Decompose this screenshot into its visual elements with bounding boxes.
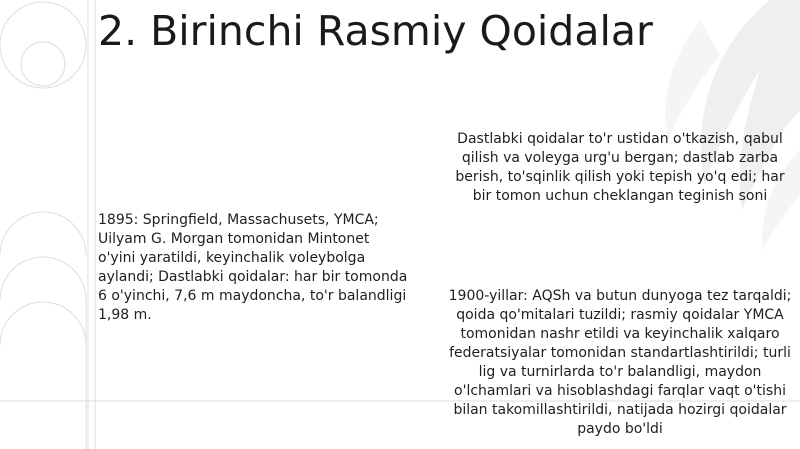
decor-arc xyxy=(0,257,86,449)
decor-arc xyxy=(0,302,86,345)
decor-arc xyxy=(0,212,86,255)
text-block-history: 1895: Springfield, Massachusets, YMCA; Uilyam G. Morgan tomonidan Mintonet o'yini yaratildi, keyinchalik voleybolga aylandi; Dastlabki qoidalar: har bir tomonda 6 o'yinchi, 7,6 m maydoncha, to'r balandligi 1,98 m. xyxy=(98,212,408,323)
slide-title: 2. Birinchi Rasmiy Qoidalar xyxy=(98,7,653,55)
decor-circle xyxy=(21,42,65,86)
text-block-early-rules: Dastlabki qoidalar to'r ustidan o'tkazish, qabul qilish va voleyga urg'u bergan; dastlab zarba berish, to'sqinlik qilish yoki tepish yo'q edi; har bir tomon uchun cheklangan teginish soni xyxy=(455,131,785,204)
decor-circle xyxy=(0,2,86,88)
text-block-1900s: 1900-yillar: AQSh va butun dunyoga tez tarqaldi; qoida qo'mitalari tuzildi; rasmiy qoidalar YMCA tomonidan nashr etildi va keyinchalik xalqaro federatsiyalar tomonidan standartlashtirildi; turli lig va turnirlarda to'r balandligi, maydon o'lchamlari va hisoblashdagi farqlar vaqt o'tishi bilan takomillashtirildi, natijada hozirgi qoidalar paydo bo'ldi xyxy=(448,288,792,437)
